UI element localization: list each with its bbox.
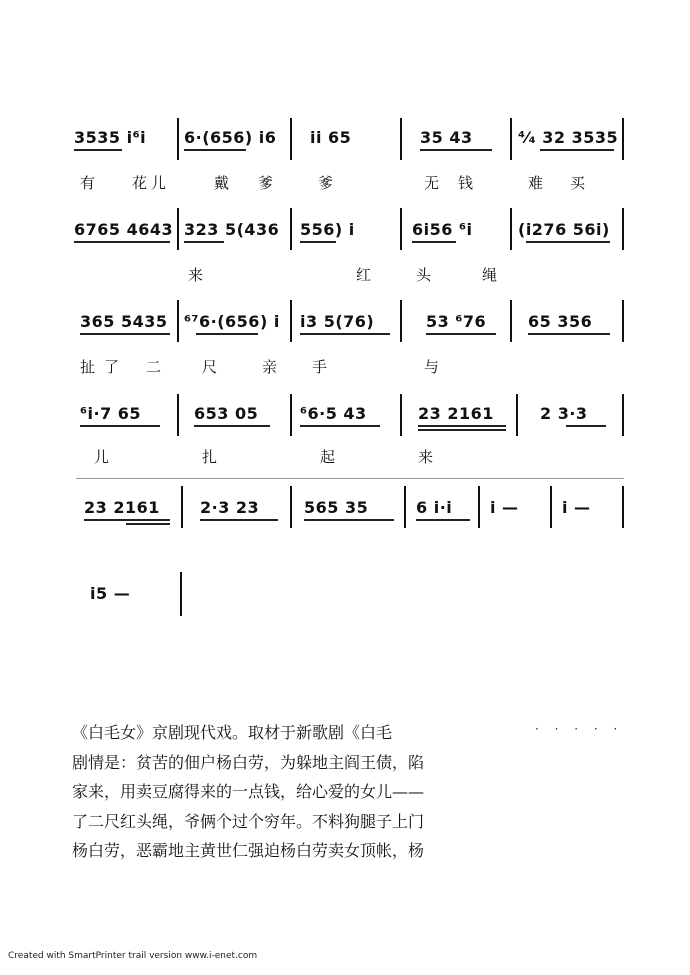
barline bbox=[181, 486, 183, 528]
barline bbox=[177, 300, 179, 342]
lyric: 扎 bbox=[202, 448, 218, 466]
barline bbox=[400, 394, 402, 436]
measure-1-3: ii 65 bbox=[310, 128, 352, 147]
measure-5-2: 2·3 23 bbox=[200, 498, 260, 517]
barline bbox=[510, 118, 512, 160]
measure-2-4: 6i56 ⁶i bbox=[412, 220, 473, 239]
measure-5-4: 6 i·i bbox=[416, 498, 453, 517]
prose-line: 家来，用卖豆腐得来的一点钱，给心爱的女儿—— bbox=[72, 782, 425, 801]
separator-line bbox=[76, 478, 624, 479]
lyric: 手 bbox=[312, 358, 328, 376]
lyric: 戴 bbox=[214, 174, 230, 192]
scan-artifact-dots: · · · · · bbox=[535, 722, 624, 736]
beam-underline bbox=[566, 425, 606, 427]
measure-1-1: 3535 i⁶i bbox=[74, 128, 147, 147]
measure-5-5: i — bbox=[490, 498, 519, 517]
lyric: 尺 bbox=[202, 358, 218, 376]
barline bbox=[290, 118, 292, 160]
measure-1-4: 35 43 bbox=[420, 128, 473, 147]
lyric: 来 bbox=[418, 448, 434, 466]
barline bbox=[622, 118, 624, 160]
lyric: 来 bbox=[188, 266, 204, 284]
measure-2-2: 323 5(436 bbox=[184, 220, 280, 239]
beam-underline bbox=[300, 425, 380, 427]
beam-underline bbox=[196, 333, 258, 335]
barline bbox=[550, 486, 552, 528]
lyric: 红 bbox=[356, 266, 372, 284]
measure-2-3: 556) i bbox=[300, 220, 355, 239]
barline bbox=[177, 118, 179, 160]
description-text bbox=[72, 718, 522, 866]
measure-3-4: 53 ⁶76 bbox=[426, 312, 487, 331]
lyric: 有 bbox=[80, 174, 96, 192]
measure-1-5: ⁴⁄₄ 32 3535 bbox=[518, 128, 619, 147]
barline bbox=[404, 486, 406, 528]
lyric: 头 bbox=[416, 266, 432, 284]
barline bbox=[622, 486, 624, 528]
beam-underline bbox=[74, 241, 170, 243]
measure-4-4: 23 2161 bbox=[418, 404, 494, 423]
measure-4-3: ⁶6·5 43 bbox=[300, 404, 367, 423]
beam-underline bbox=[418, 425, 506, 427]
beam-underline bbox=[304, 519, 394, 521]
lyric: 了 bbox=[104, 358, 120, 376]
barline bbox=[290, 486, 292, 528]
beam-underline bbox=[528, 333, 610, 335]
lyric: 买 bbox=[570, 174, 586, 192]
beam-underline bbox=[80, 425, 160, 427]
beam-underline bbox=[300, 241, 336, 243]
beam-underline bbox=[80, 333, 170, 335]
measure-5-1: 23 2161 bbox=[84, 498, 160, 517]
measure-1-2: 6·(656) i6 bbox=[184, 128, 277, 147]
measure-3-1: 365 5435 bbox=[80, 312, 168, 331]
lyric: 爹 bbox=[258, 174, 274, 192]
beam-underline bbox=[418, 429, 506, 431]
measure-3-3: i3 5(76) bbox=[300, 312, 375, 331]
barline bbox=[478, 486, 480, 528]
lyric: 爹 bbox=[318, 174, 334, 192]
lyric: 无 bbox=[424, 174, 440, 192]
watermark-footer: Created with SmartPrinter trail version www.i-enet.com bbox=[8, 951, 258, 961]
measure-2-5: (i276 56i) bbox=[518, 220, 610, 239]
prose-line: 剧情是：贫苦的佃户杨白劳，为躲地主阎王债，陷 bbox=[72, 752, 425, 772]
beam-underline bbox=[200, 519, 278, 521]
barline bbox=[290, 394, 292, 436]
barline bbox=[622, 394, 624, 436]
barline bbox=[177, 208, 179, 250]
barline bbox=[510, 300, 512, 342]
measure-4-1: ⁶i·7 65 bbox=[80, 404, 142, 423]
lyric: 扯 bbox=[80, 358, 96, 376]
lyric: 儿 bbox=[94, 448, 110, 466]
barline bbox=[400, 300, 402, 342]
lyric: 二 bbox=[146, 358, 162, 376]
beam-underline bbox=[74, 149, 122, 151]
beam-underline bbox=[426, 333, 496, 335]
lyric: 绳 bbox=[482, 266, 498, 284]
barline bbox=[516, 394, 518, 436]
beam-underline bbox=[300, 333, 390, 335]
lyric: 钱 bbox=[458, 174, 474, 192]
lyric: 与 bbox=[424, 358, 440, 376]
prose-line: 杨白劳，恶霸地主黄世仁强迫杨白劳卖女顶帐，杨 bbox=[72, 841, 425, 860]
barline bbox=[180, 572, 182, 616]
lyric: 花儿 bbox=[132, 174, 171, 192]
prose-line: 了二尺红头绳，爷俩个过个穷年。不料狗腿子上门 bbox=[72, 811, 425, 831]
beam-underline bbox=[126, 523, 170, 525]
beam-underline bbox=[420, 149, 492, 151]
beam-underline bbox=[84, 519, 170, 521]
barline bbox=[400, 118, 402, 160]
measure-6-1: i5 — bbox=[90, 584, 131, 603]
barline bbox=[290, 208, 292, 250]
measure-5-3: 565 35 bbox=[304, 498, 369, 517]
beam-underline bbox=[412, 241, 456, 243]
beam-underline bbox=[526, 241, 610, 243]
barline bbox=[290, 300, 292, 342]
barline bbox=[177, 394, 179, 436]
barline bbox=[622, 208, 624, 250]
barline bbox=[510, 208, 512, 250]
lyric: 难 bbox=[528, 174, 544, 192]
measure-4-5: 2 3·3 bbox=[540, 404, 588, 423]
barline bbox=[400, 208, 402, 250]
beam-underline bbox=[194, 425, 270, 427]
prose-line: 《白毛女》京剧现代戏。取材于新歌剧《白毛 bbox=[72, 723, 393, 742]
measure-2-1: 6765 4643 bbox=[74, 220, 174, 239]
lyric: 起 bbox=[320, 448, 336, 466]
barline bbox=[622, 300, 624, 342]
beam-underline bbox=[184, 241, 224, 243]
beam-underline bbox=[184, 149, 246, 151]
beam-underline bbox=[416, 519, 470, 521]
measure-3-2: ⁶⁷6·(656) i bbox=[184, 312, 280, 331]
measure-4-2: 653 05 bbox=[194, 404, 259, 423]
measure-3-5: 65 356 bbox=[528, 312, 593, 331]
measure-5-6: i — bbox=[562, 498, 591, 517]
beam-underline bbox=[540, 149, 614, 151]
lyric: 亲 bbox=[262, 358, 278, 376]
